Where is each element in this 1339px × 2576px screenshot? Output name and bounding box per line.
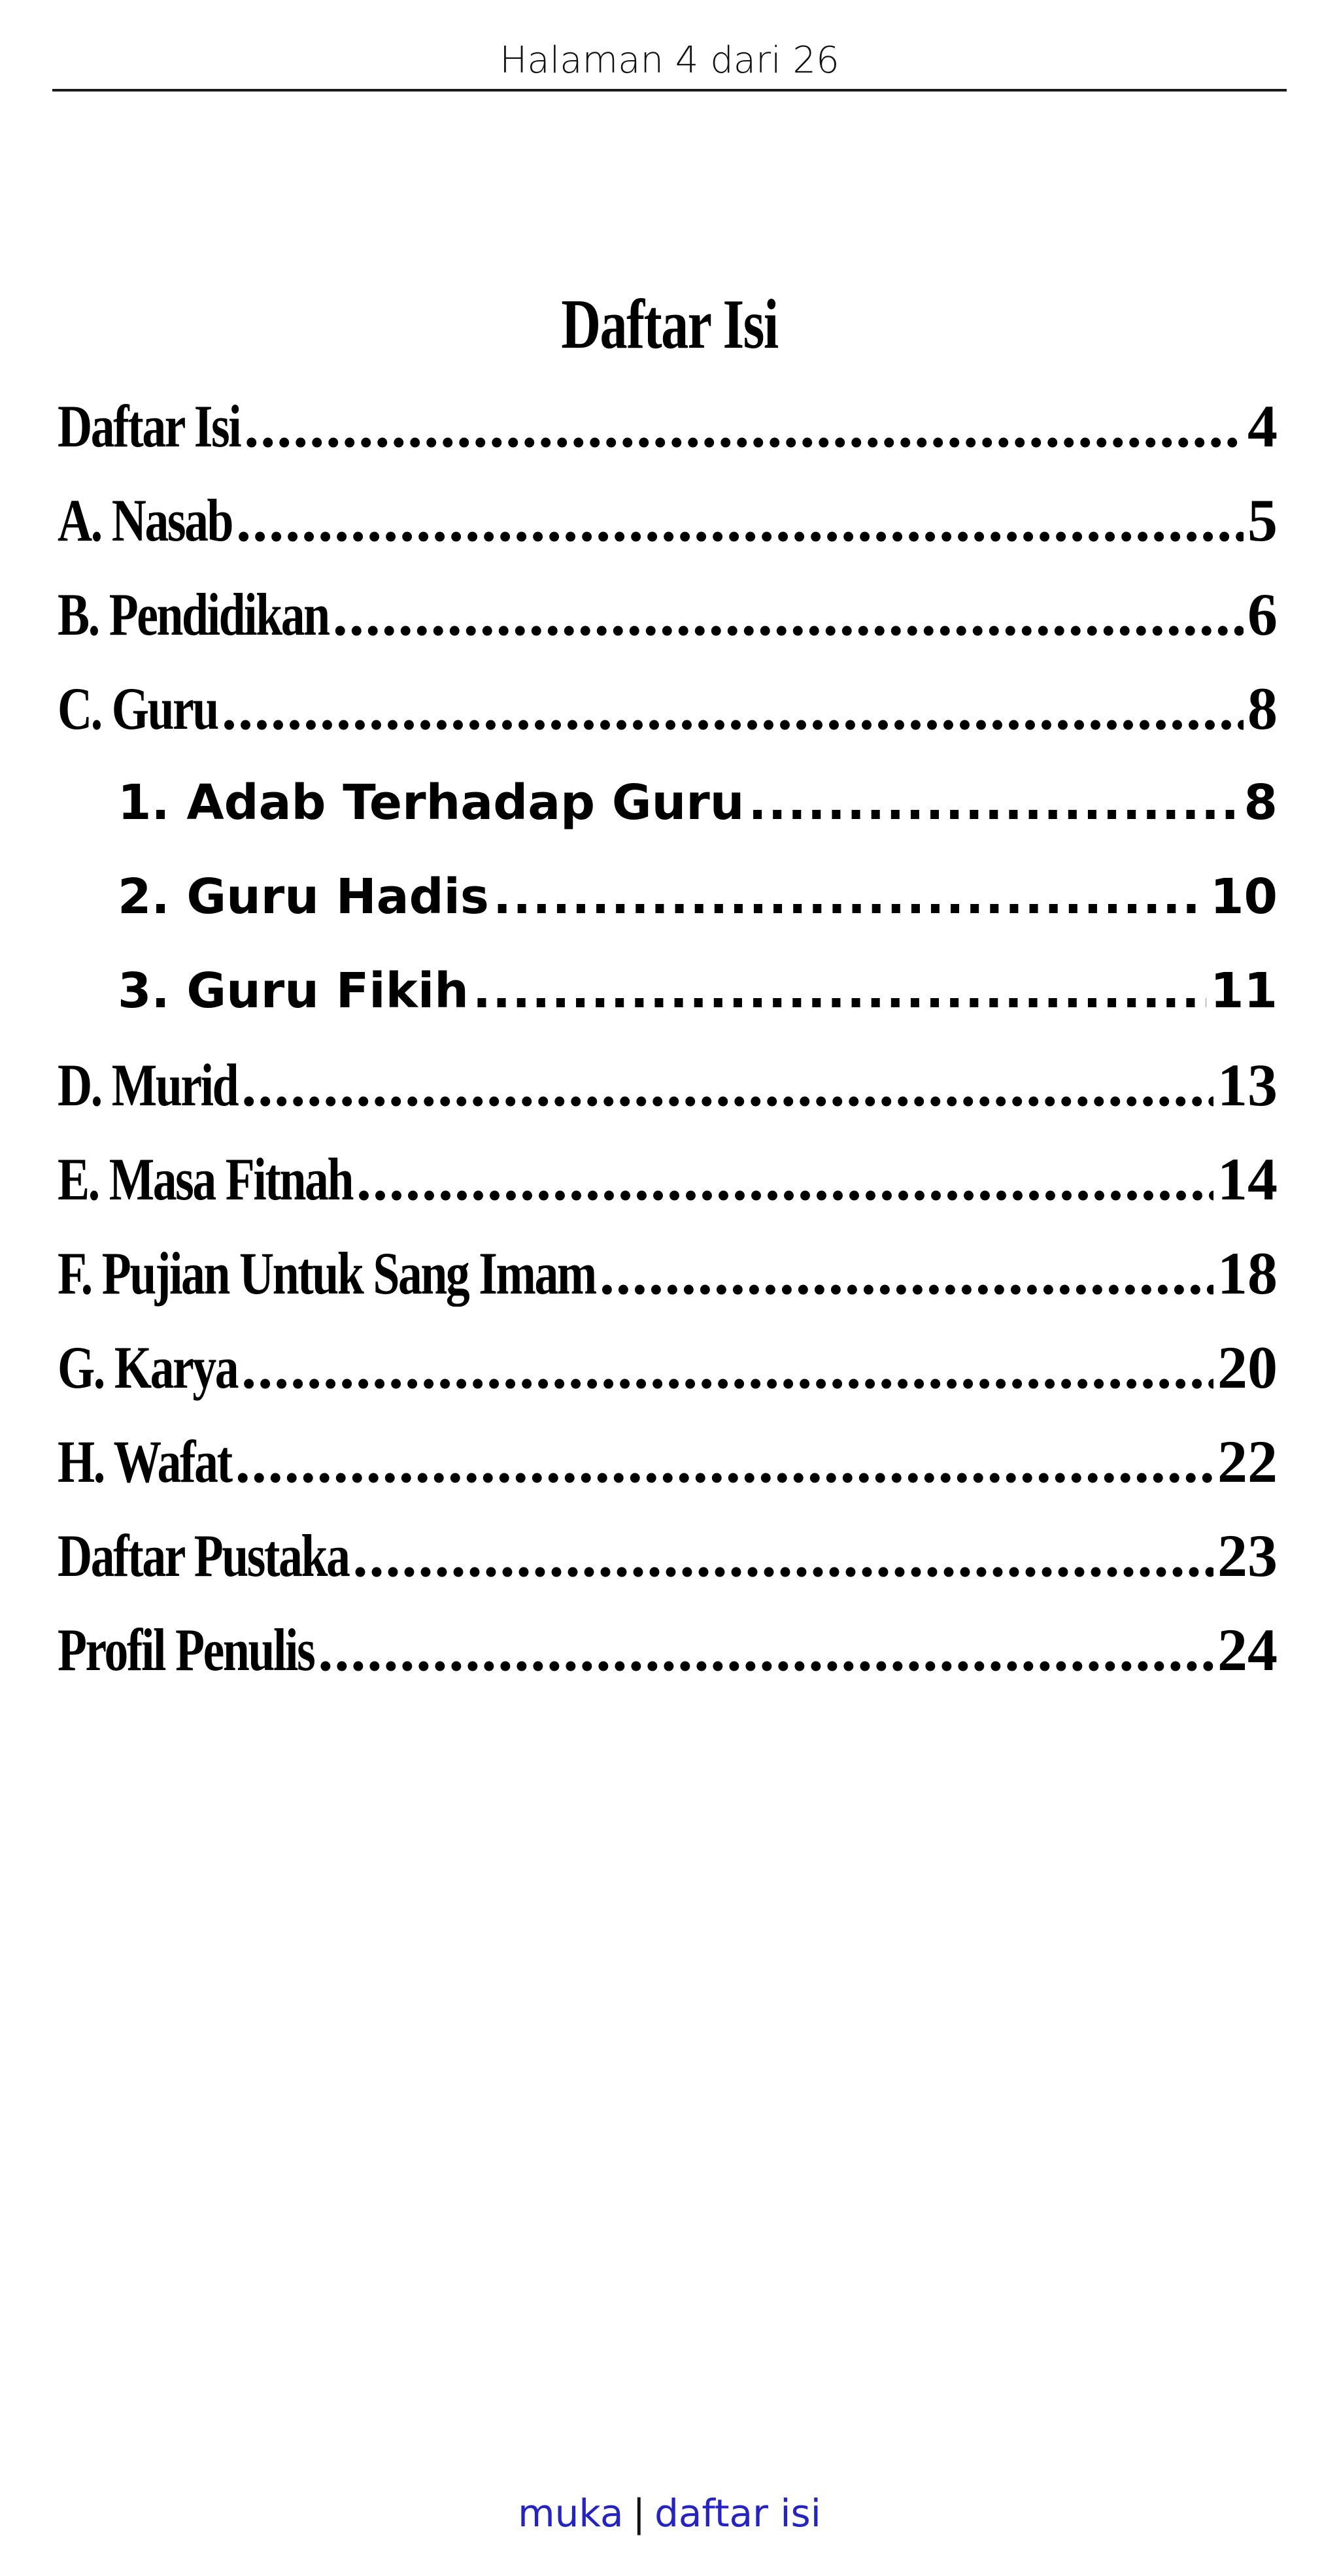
toc-entry-page: 24 — [1217, 1616, 1278, 1683]
toc-entry-adab-terhadap-guru[interactable] — [58, 756, 1278, 850]
toc-dot-leader — [241, 1320, 1213, 1414]
toc-link[interactable]: daftar isi — [654, 2491, 821, 2535]
toc-dot-leader — [235, 1414, 1213, 1509]
toc-entry-masa-fitnah[interactable] — [58, 1132, 1278, 1226]
toc-entry-page: 13 — [1217, 1052, 1278, 1118]
toc-dot-leader — [241, 1038, 1213, 1132]
footer-nav — [0, 2484, 1339, 2543]
footer-separator: | — [632, 2491, 646, 2535]
toc-entry-guru-fikih[interactable] — [58, 944, 1278, 1038]
toc-entry-profil-penulis[interactable] — [58, 1603, 1278, 1697]
toc-entry-page: 10 — [1210, 869, 1278, 925]
toc-entry-label: D. Murid — [58, 1052, 238, 1118]
toc-entry-page: 5 — [1247, 487, 1278, 554]
toc-entry-label: E. Masa Fitnah — [58, 1146, 352, 1213]
toc-entry-page: 22 — [1217, 1428, 1278, 1495]
toc-entry-guru[interactable] — [58, 661, 1278, 756]
toc-dot-leader — [473, 944, 1206, 1038]
toc-entry-label: H. Wafat — [58, 1428, 231, 1495]
toc-entry-label: G. Karya — [58, 1334, 238, 1401]
toc-title: Daftar Isi — [561, 286, 778, 364]
toc-entry-label: 1. Adab Terhadap Guru — [118, 775, 745, 831]
toc-entry-nasab[interactable] — [58, 473, 1278, 567]
home-link[interactable]: muka — [518, 2491, 624, 2535]
toc-dot-leader — [222, 661, 1244, 756]
toc-entry-label: A. Nasab — [58, 487, 233, 554]
toc-entry-daftar-isi[interactable] — [58, 379, 1278, 473]
toc-entry-label: B. Pendidikan — [58, 581, 329, 648]
toc-entry-label: 2. Guru Hadis — [118, 869, 489, 925]
toc-entry-page: 4 — [1247, 393, 1278, 460]
toc-dot-leader — [600, 1226, 1213, 1320]
toc-entry-daftar-pustaka[interactable] — [58, 1509, 1278, 1603]
toc-entry-label: 3. Guru Fikih — [118, 963, 469, 1019]
toc-dot-leader — [356, 1132, 1213, 1226]
toc-dot-leader — [333, 567, 1244, 661]
toc-entry-karya[interactable] — [58, 1320, 1278, 1414]
toc-entry-murid[interactable] — [58, 1038, 1278, 1132]
toc-entry-label: F. Pujian Untuk Sang Imam — [58, 1240, 596, 1307]
toc-entry-label: C. Guru — [58, 675, 218, 742]
toc-entry-label: Daftar Isi — [58, 393, 241, 460]
page-indicator: Halaman 4 dari 26 — [500, 39, 839, 82]
toc-dot-leader — [493, 850, 1206, 944]
toc-entry-label: Profil Penulis — [58, 1616, 314, 1683]
toc-entry-pujian-untuk-sang-imam[interactable] — [58, 1226, 1278, 1320]
page-header — [52, 31, 1287, 92]
toc-entry-page: 23 — [1217, 1522, 1278, 1589]
toc-entry-page: 20 — [1217, 1334, 1278, 1401]
toc-entry-pendidikan[interactable] — [58, 567, 1278, 661]
toc-entry-page: 14 — [1217, 1146, 1278, 1213]
toc-entry-page: 8 — [1247, 675, 1278, 742]
toc-entry-page: 6 — [1247, 581, 1278, 648]
toc-entry-page: 18 — [1217, 1240, 1278, 1307]
toc-entry-wafat[interactable] — [58, 1414, 1278, 1509]
toc-dot-leader — [236, 473, 1244, 567]
toc-dot-leader — [244, 379, 1244, 473]
toc-dot-leader — [352, 1509, 1213, 1603]
table-of-contents — [58, 379, 1278, 1697]
toc-entry-guru-hadis[interactable] — [58, 850, 1278, 944]
toc-entry-page: 8 — [1244, 775, 1278, 831]
toc-entry-label: Daftar Pustaka — [58, 1522, 349, 1589]
toc-entry-page: 11 — [1210, 963, 1278, 1019]
toc-dot-leader — [318, 1603, 1213, 1697]
toc-dot-leader — [748, 756, 1240, 850]
